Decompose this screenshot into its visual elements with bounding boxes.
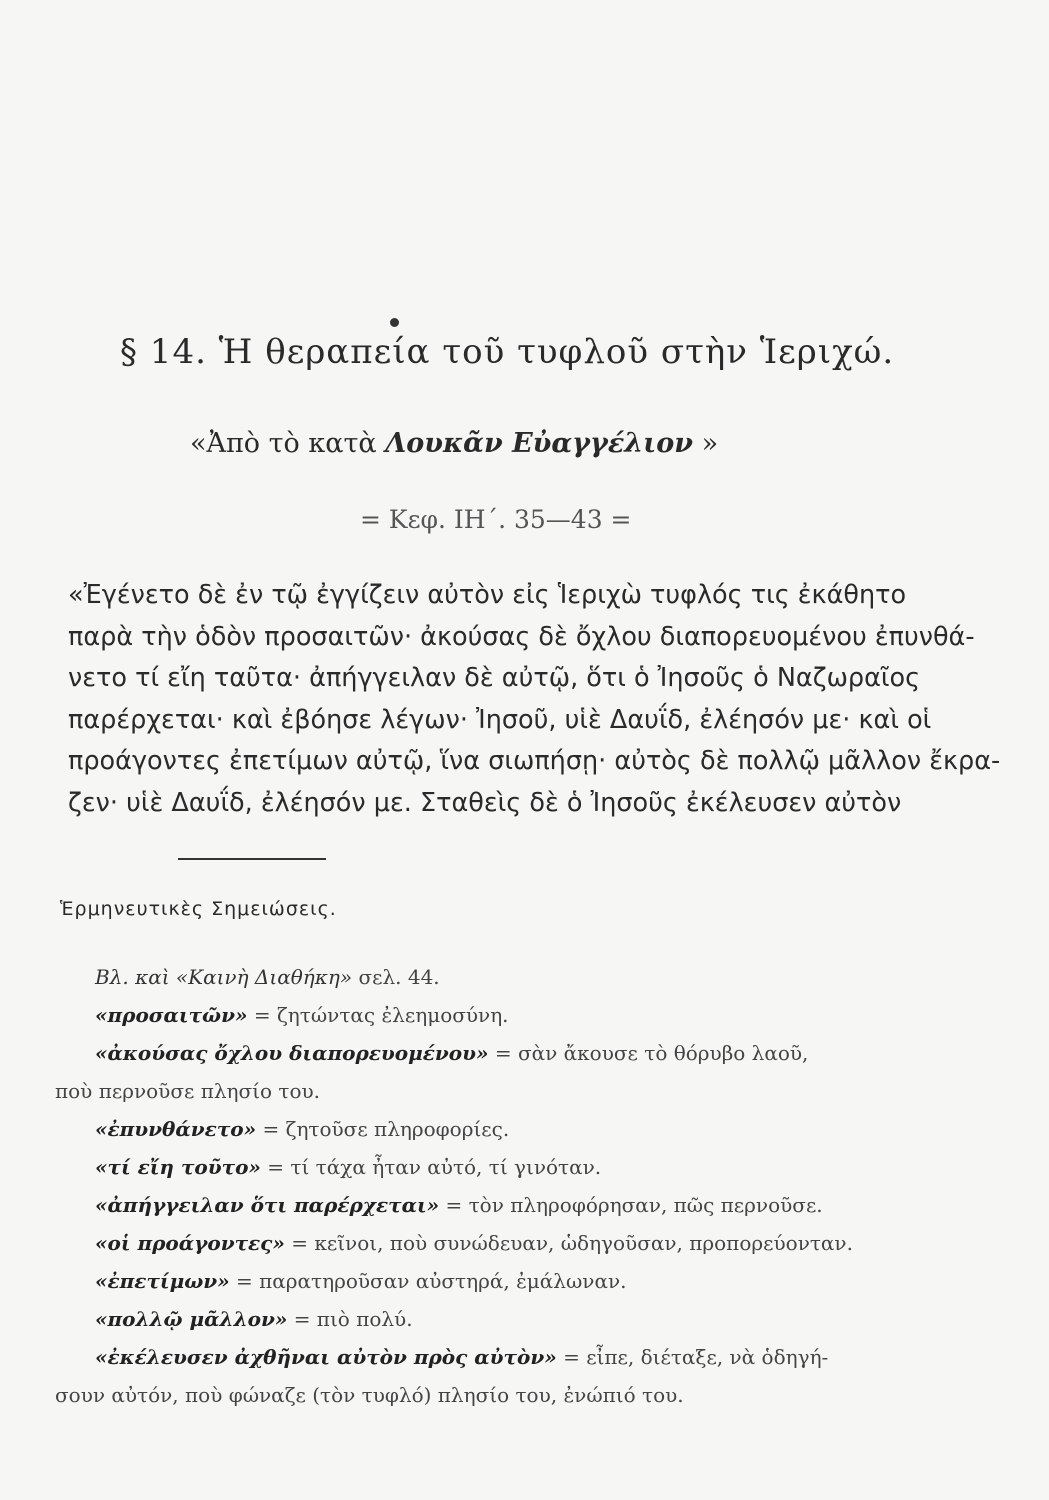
note-item: [55, 1262, 985, 1300]
note-definition: = τί τάχα ἦταν αὐτό, τί γινόταν.: [267, 1155, 602, 1179]
note-term: «ἐπυνθάνετο»: [95, 1117, 257, 1141]
note-item: [55, 1338, 985, 1376]
scripture-passage: [68, 575, 1001, 824]
passage-line: «Ἐγένετο δὲ ἐν τῷ ἐγγίζειν αὐτὸν εἰς Ἱεριχὼ τυφλός τις ἐκάθητο: [68, 580, 907, 610]
notes-title: Ἑρμηνευτικὲς Σημειώσεις.: [60, 898, 337, 920]
note-definition: = σὰν ἄκουσε τὸ θόρυβο λαοῦ,: [494, 1041, 809, 1065]
note-continuation: [55, 1072, 985, 1110]
note-definition: = παρατηροῦσαν αὐστηρά, ἐμάλωναν.: [236, 1269, 627, 1293]
source-line: [190, 428, 718, 459]
bullet-mark: [390, 318, 399, 327]
notes-list: [55, 958, 985, 1414]
note-term: «ἀπήγγειλαν ὅτι παρέρχεται»: [95, 1193, 440, 1217]
note-definition: σελ. 44.: [358, 965, 440, 989]
note-term: Βλ. καὶ «Καινὴ Διαθήκη»: [95, 965, 353, 989]
note-definition: = κεῖνοι, ποὺ συνώδευαν, ὡδηγοῦσαν, προπορεύονταν.: [291, 1231, 853, 1255]
note-definition: = ζητώντας ἐλεημοσύνη.: [253, 1003, 509, 1027]
note-item: [55, 1034, 985, 1072]
note-term: «προσαιτῶν»: [95, 1003, 248, 1027]
source-prefix: «Ἀπὸ τὸ κατὰ: [190, 428, 377, 459]
note-definition: = εἶπε, διέταξε, νὰ ὁδηγή-: [563, 1345, 829, 1369]
note-item: [55, 1186, 985, 1224]
note-item: [55, 1148, 985, 1186]
note-definition: = ζητοῦσε πληροφορίες.: [262, 1117, 510, 1141]
note-definition: σουν αὐτόν, ποὺ φώναζε (τὸν τυφλό) πλησίο του, ἐνώπιό του.: [55, 1383, 684, 1407]
passage-line: παρέρχεται· καὶ ἐβόησε λέγων· Ἰησοῦ, υἱὲ Δαυΐδ, ἐλέησόν με· καὶ οἱ: [68, 704, 932, 735]
passage-line: προάγοντες ἐπετίμων αὐτῷ, ἵνα σιωπήσῃ· αὐτὸς δὲ πολλῷ μᾶλλον ἔκρα-: [68, 746, 1001, 776]
note-item: [55, 996, 985, 1034]
note-term: «τί εἴη τοῦτο»: [95, 1155, 261, 1179]
footnote-divider: [178, 858, 326, 860]
section-heading: § 14. Ἡ θεραπεία τοῦ τυφλοῦ στὴν Ἱεριχώ.: [120, 332, 895, 372]
note-definition: ποὺ περνοῦσε πλησίο του.: [55, 1079, 321, 1103]
note-item: [55, 1224, 985, 1262]
note-item: [55, 1110, 985, 1148]
source-suffix: »: [701, 428, 719, 459]
passage-line: παρὰ τὴν ὁδὸν προσαιτῶν· ἀκούσας δὲ ὄχλου διαπορευομένου ἐπυνθά-: [68, 621, 975, 652]
note-definition: = πιὸ πολύ.: [293, 1307, 413, 1331]
note-term: «ἐπετίμων»: [95, 1269, 230, 1293]
chapter-reference: = Κεφ. ΙΗ΄. 35—43 =: [360, 505, 632, 534]
note-continuation: [55, 1376, 985, 1414]
passage-line: ζεν· υἱὲ Δαυΐδ, ἐλέησόν με. Σταθεὶς δὲ ὁ Ἰησοῦς ἐκέλευσεν αὐτὸν: [68, 787, 902, 818]
note-term: «ἀκούσας ὄχλου διαπορευομένου»: [95, 1041, 489, 1065]
note-item: [55, 1300, 985, 1338]
note-term: «πολλῷ μᾶλλον»: [95, 1307, 288, 1331]
note-term: «ἐκέλευσεν ἀχθῆναι αὐτὸν πρὸς αὐτὸν»: [95, 1345, 557, 1369]
passage-line: νετο τί εἴη ταῦτα· ἀπήγγειλαν δὲ αὐτῷ, ὅτι ὁ Ἰησοῦς ὁ Ναζωραῖος: [68, 663, 921, 693]
note-definition: = τὸν πληροφόρησαν, πῶς περνοῦσε.: [445, 1193, 823, 1217]
note-item: [55, 958, 985, 996]
note-term: «οἱ προάγοντες»: [95, 1231, 285, 1255]
source-title: Λουκᾶν Εὐαγγέλιον: [385, 428, 693, 459]
